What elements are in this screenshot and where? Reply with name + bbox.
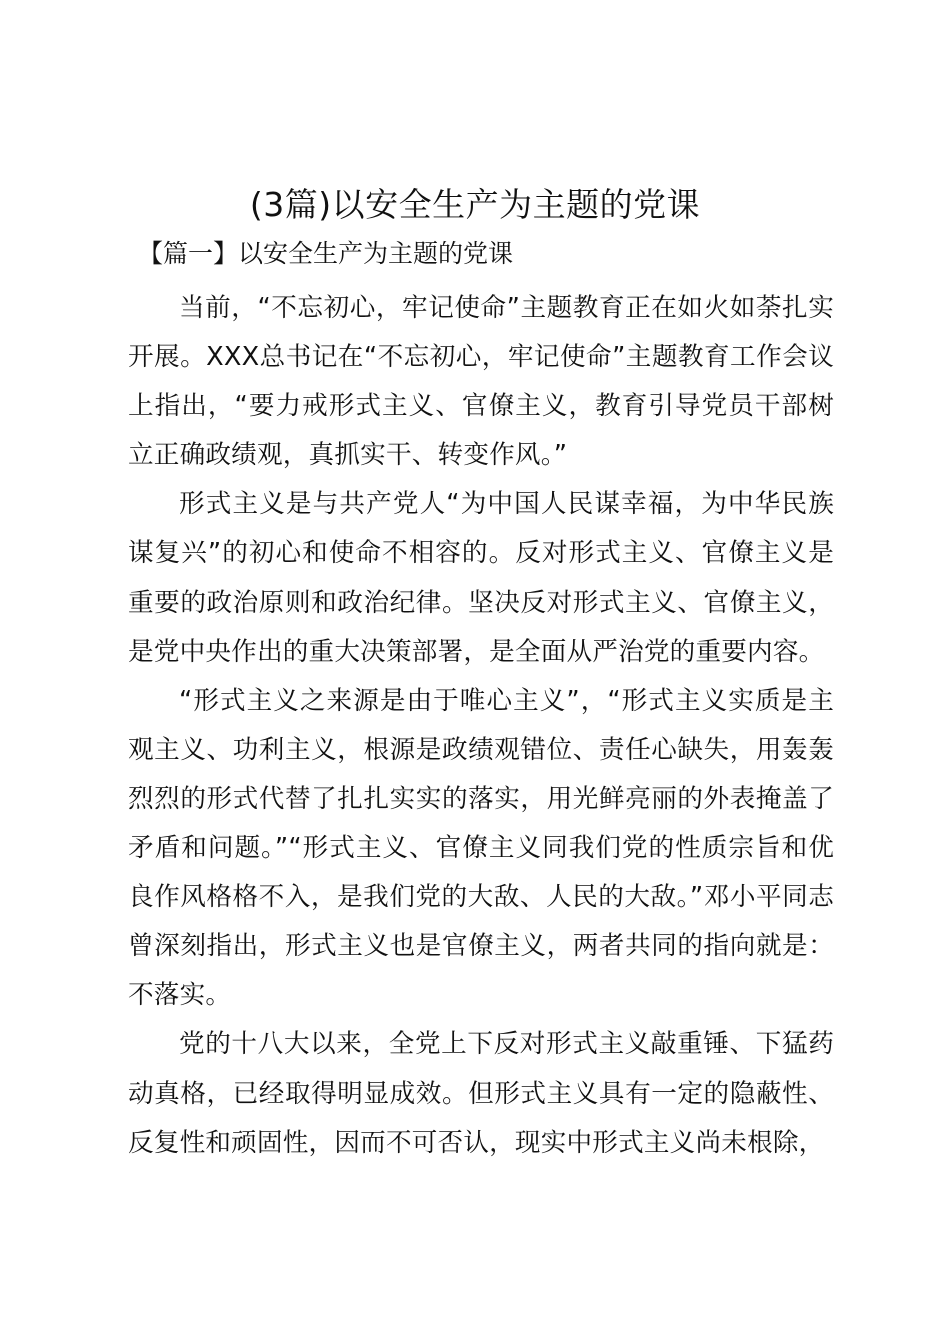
section-heading: 【篇一】以安全生产为主题的党课: [138, 239, 514, 268]
document-body: [128, 284, 834, 1168]
paragraph-3: “形式主义之来源是由于唯心主义”，“形式主义实质是主观主义、功利主义，根源是政绩观错位、责任心缺失，用轰轰烈烈的形式代替了扎扎实实的落实，用光鲜亮丽的外表掩盖了矛盾和问题。”“形式主义、官僚主义同我们党的性质宗旨和优良作风格格不入，是我们党的大敌、人民的大敌。”邓小平同志曾深刻指出，形式主义也是官僚主义，两者共同的指向就是：不落实。: [128, 685, 834, 1011]
paragraph-2: 形式主义是与共产党人“为中国人民谋幸福，为中华民族谋复兴”的初心和使命不相容的。反对形式主义、官僚主义是重要的政治原则和政治纪律。坚决反对形式主义、官僚主义，是党中央作出的重大决策部署，是全面从严治党的重要内容。: [128, 489, 834, 667]
paragraph-1: 当前，“不忘初心，牢记使命”主题教育正在如火如荼扎实开展。XXX总书记在“不忘初心，牢记使命”主题教育工作会议上指出，“要力戒形式主义、官僚主义，教育引导党员干部树立正确政绩观，真抓实干、转变作风。”: [128, 293, 834, 471]
document-title: (3篇)以安全生产为主题的党课: [249, 185, 701, 224]
paragraph-4: 党的十八大以来，全党上下反对形式主义敲重锤、下猛药动真格，已经取得明显成效。但形式主义具有一定的隐蔽性、反复性和顽固性，因而不可否认，现实中形式主义尚未根除，: [128, 1029, 834, 1158]
